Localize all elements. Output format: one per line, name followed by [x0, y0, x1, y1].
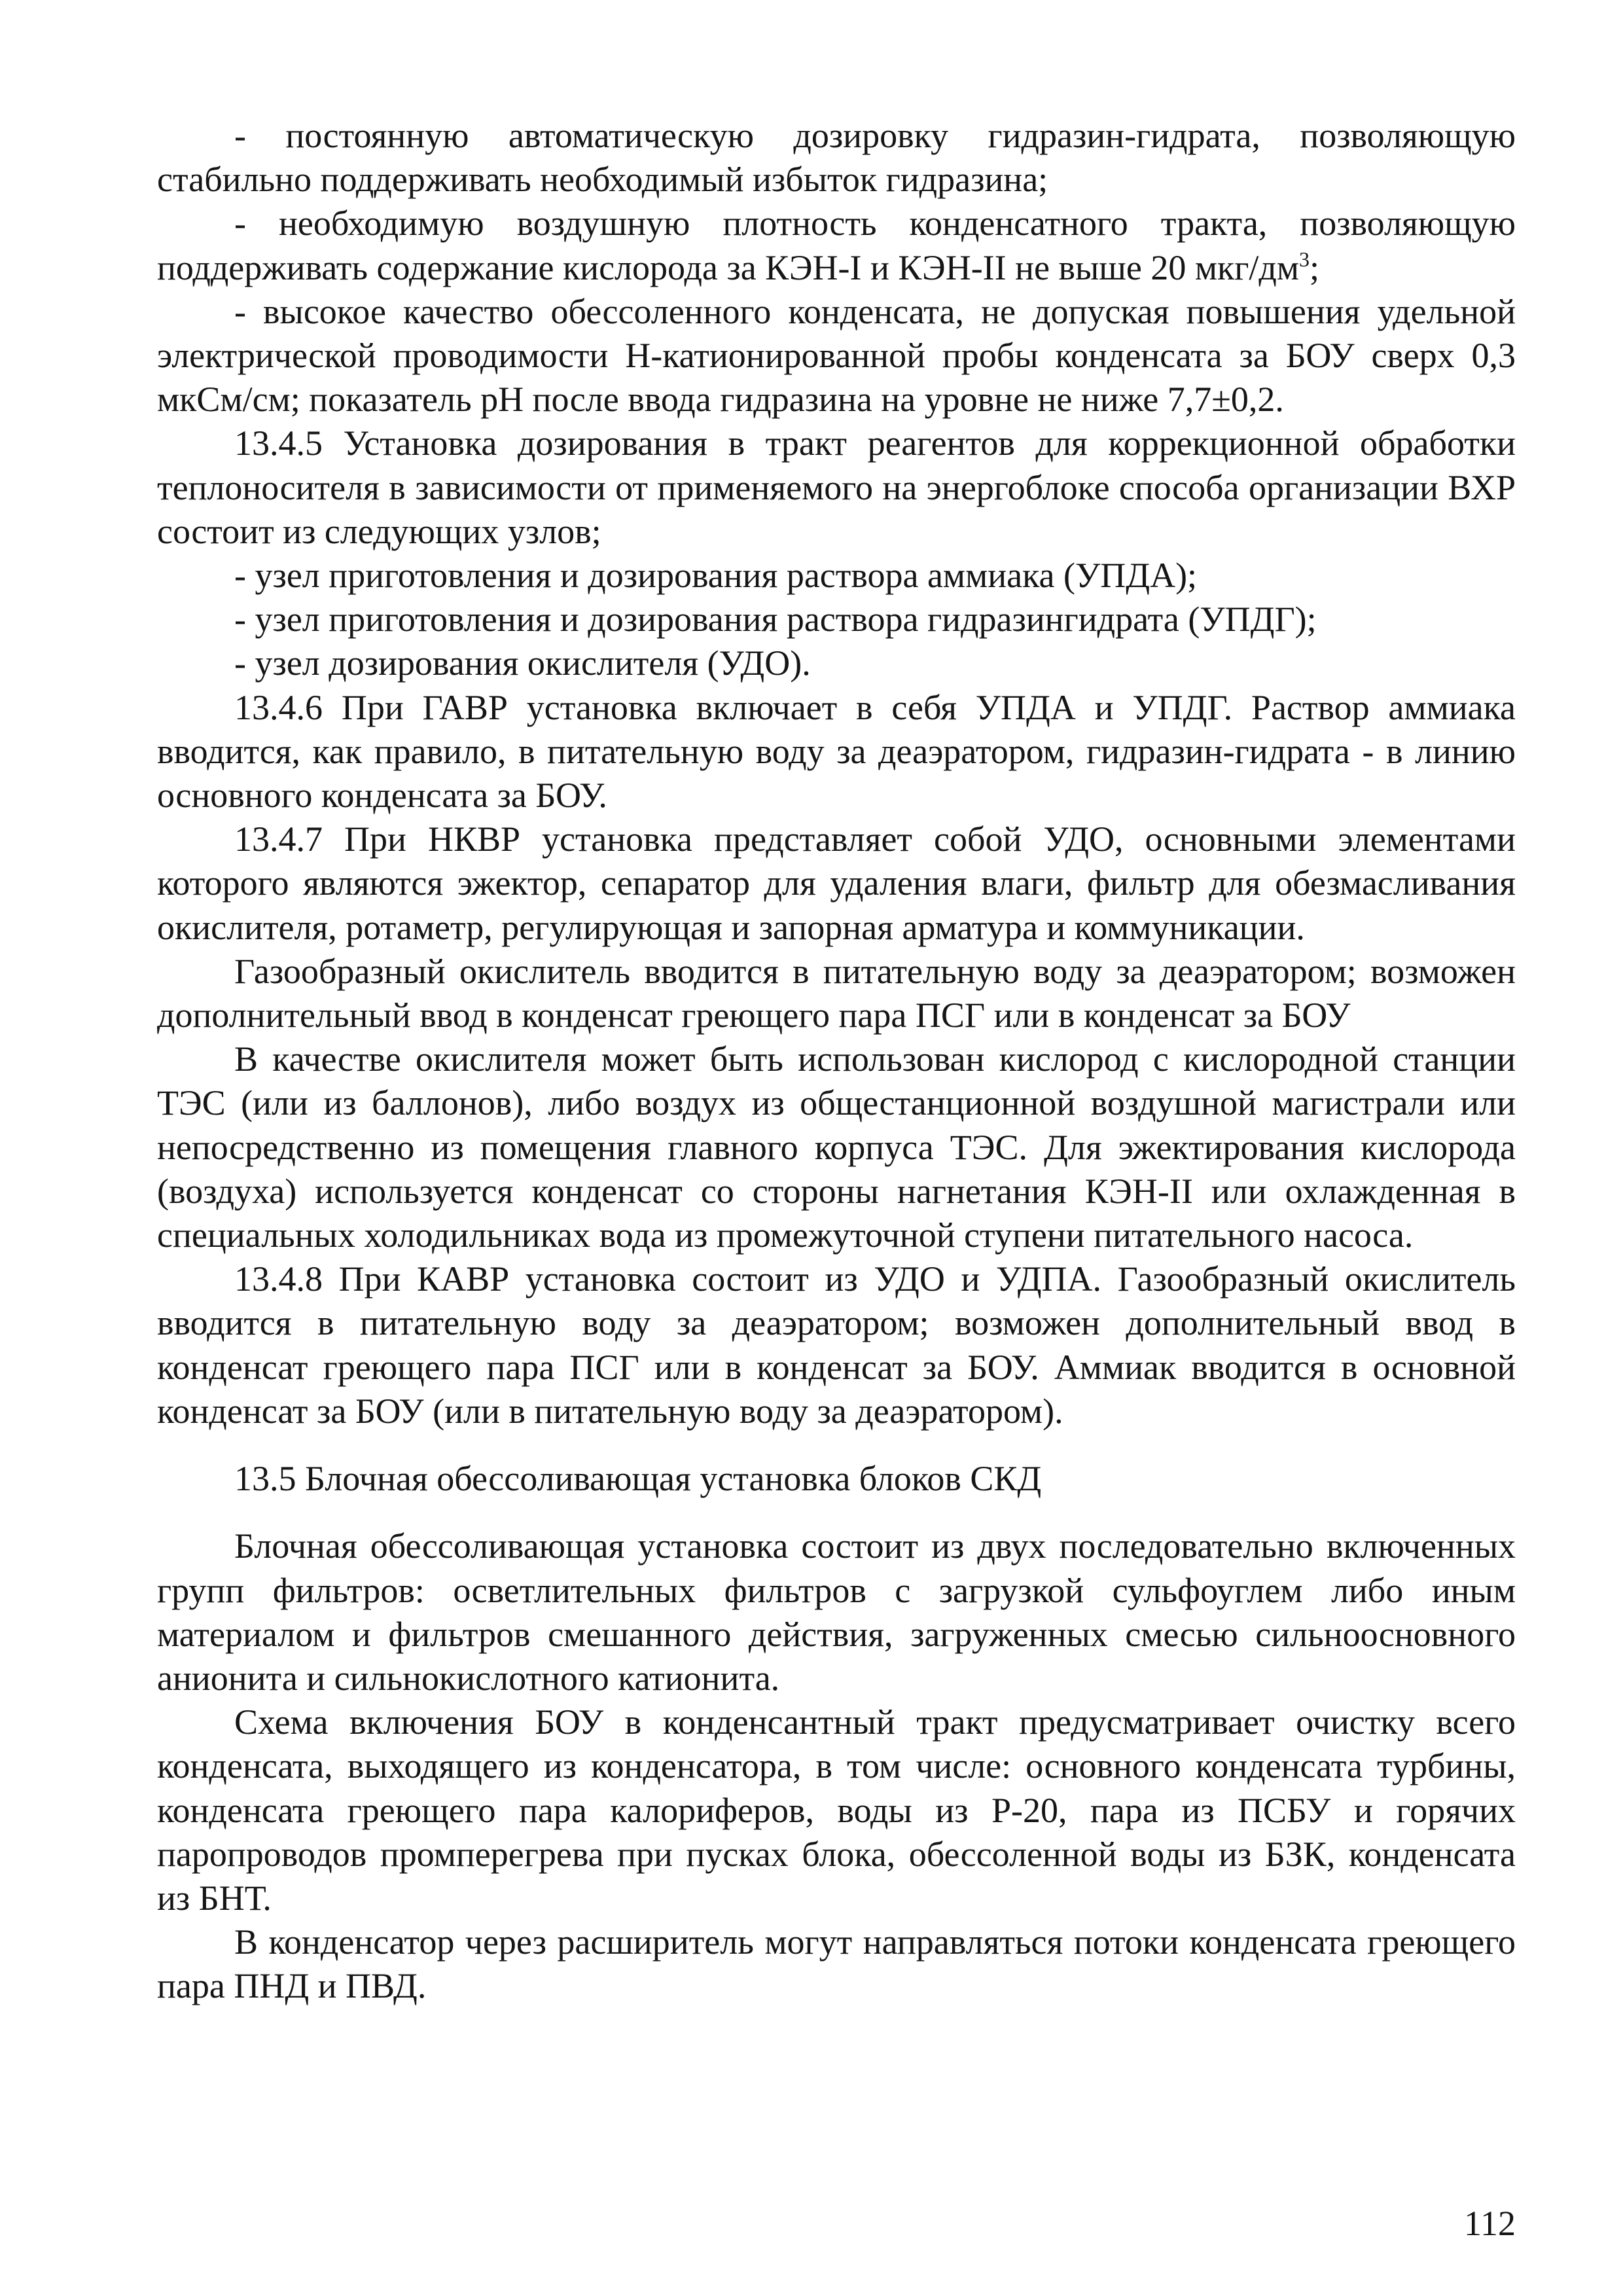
paragraph-bou-description: Блочная обессоливающая установка состоит из двух последовательно включенных групп фильтров: осветлительных фильтров с загрузкой сульфоуглем либо иным материалом и фильтров смешанного действия, загруженных смесью сильноосновного анионита и сильнокислотного катионита.	[157, 1526, 1516, 1698]
list-item-condensate-quality: - высокое качество обессоленного конденсата, не допуская повышения удельной электрической проводимости Н-катионированной пробы конденсата за БОУ сверх 0,3 мкСм/см; показатель рН после ввода гидразина на уровне не ниже 7,7±0,2.	[157, 291, 1516, 420]
list-item-hydrazine-dosing: - постоянную автоматическую дозировку гидразин-гидрата, позволяющую стабильно поддерживать необходимый избыток гидразина;	[157, 116, 1516, 200]
paragraph-13-4-6: 13.4.6 При ГАВР установка включает в себя УПДА и УПДГ. Раствор аммиака вводится, как правило, в питательную воду за деаэратором, гидразин-гидрата - в линию основного конденсата за БОУ.	[157, 687, 1516, 816]
paragraph-oxidizer-source: В качестве окислителя может быть использован кислород с кислородной станции ТЭС (или из баллонов), либо воздух из общестанционной воздушной магистрали или непосредственно из помещения главного корпуса ТЭС. Для эжектирования кислорода (воздуха) используется конденсат со стороны нагнетания КЭН-II или охлажденная в специальных холодильниках вода из промежуточной ступени питательного насоса.	[157, 1039, 1516, 1255]
paragraph-text: - необходимую воздушную плотность конденсатного тракта, позволяющую поддерживать содержание кислорода за КЭН-I и КЭН-II не выше 20 мкг/дм	[157, 204, 1516, 287]
superscript: 3	[1299, 247, 1310, 271]
page-number: 112	[1464, 2204, 1516, 2243]
paragraph-13-4-8: 13.4.8 При КАВР установка состоит из УДО и УДПА. Газообразный окислитель вводится в питательную воду за деаэратором; возможен дополнительный ввод в конденсат греющего пара ПСГ или в конденсат за БОУ. Аммиак вводится в основной конденсат за БОУ (или в питательную воду за деаэратором).	[157, 1259, 1516, 1431]
list-item-air-tightness	[157, 202, 1516, 289]
list-item-updg: - узел приготовления и дозирования раствора гидразингидрата (УПДГ);	[234, 600, 1317, 639]
paragraph-tail: ;	[1310, 247, 1320, 287]
paragraph-13-4-5: 13.4.5 Установка дозирования в тракт реагентов для коррекционной обработки теплоносителя в зависимости от применяемого на энергоблоке способа организации ВХР состоит из следующих узлов;	[157, 423, 1516, 551]
list-item-upda: - узел приготовления и дозирования раствора аммиака (УПДА);	[234, 556, 1198, 596]
paragraph-oxidizer-input: Газообразный окислитель вводится в питательную воду за деаэратором; возможен дополнительный ввод в конденсат греющего пара ПСГ или в конденсат за БОУ	[157, 951, 1516, 1035]
paragraph-condenser-flows: В конденсатор через расширитель могут направляться потоки конденсата греющего пара ПНД и ПВД.	[157, 1922, 1516, 2006]
paragraph-bou-scheme: Схема включения БОУ в конденсантный тракт предусматривает очистку всего конденсата, выходящего из конденсатора, в том числе: основного конденсата турбины, конденсата греющего пара калориферов, воды из Р-20, пара из ПСБУ и горячих паропроводов промперегрева при пусках блока, обессоленной воды из БЗК, конденсата из БНТ.	[157, 1702, 1516, 1918]
page-body	[157, 114, 1516, 2009]
paragraph-13-4-7: 13.4.7 При НКВР установка представляет собой УДО, основными элементами которого являются эжектор, сепаратор для удаления влаги, фильтр для обезмасливания окислителя, ротаметр, регулирующая и запорная арматура и коммуникации.	[157, 819, 1516, 947]
list-item-udo: - узел дозирования окислителя (УДО).	[234, 643, 811, 683]
section-heading-13-5: 13.5 Блочная обессоливающая установка блоков СКД	[234, 1459, 1042, 1499]
